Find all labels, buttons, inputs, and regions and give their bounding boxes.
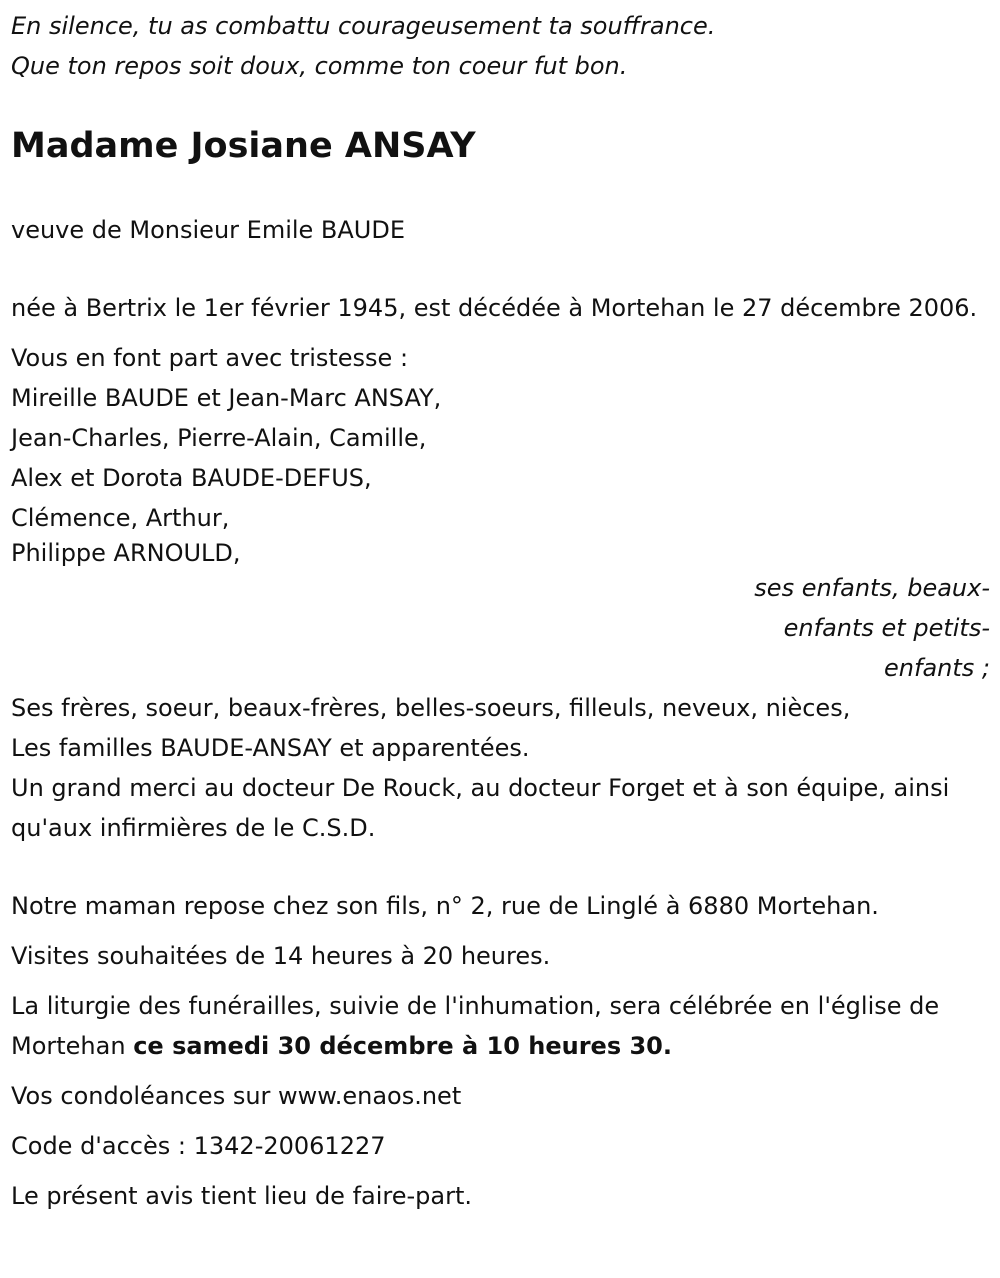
visits: Visites souhaitées de 14 heures à 20 heures.	[11, 942, 551, 970]
relation: ses enfants, beaux-enfants et petits-enfants ;	[754, 574, 990, 682]
widow-line: veuve de Monsieur Emile BAUDE	[11, 216, 406, 244]
others-line: Les familles BAUDE-ANSAY et apparentées.	[11, 734, 530, 762]
deceased-name: Madame Josiane ANSAY	[11, 126, 476, 166]
family-line: Mireille BAUDE et Jean-Marc ANSAY,	[11, 384, 442, 412]
access-code: Code d'accès : 1342-20061227	[11, 1132, 386, 1160]
family-line: Clémence, Arthur,	[11, 504, 230, 532]
rest-place: Notre maman repose chez son fils, n° 2, rue de Linglé à 6880 Mortehan.	[11, 892, 879, 920]
quote-line: Que ton repos soit doux, comme ton coeur fut bon.	[11, 52, 628, 80]
family-line: Alex et Dorota BAUDE-DEFUS,	[11, 464, 372, 492]
liturgy-date: ce samedi 30 décembre à 10 heures 30.	[133, 1032, 672, 1060]
closing: Le présent avis tient lieu de faire-part.	[11, 1182, 473, 1210]
birth-death: née à Bertrix le 1er février 1945, est décédée à Mortehan le 27 décembre 2006.	[11, 294, 978, 322]
family-line: Philippe ARNOULD,	[11, 539, 241, 567]
others-line: Ses frères, soeur, beaux-frères, belles-soeurs, filleuls, neveux, nièces,	[11, 694, 851, 722]
quote-line: En silence, tu as combattu courageusement ta souffrance.	[11, 12, 716, 40]
liturgy	[11, 986, 990, 1066]
others-line: Un grand merci au docteur De Rouck, au docteur Forget et à son équipe, ainsi qu'aux infirmières de le C.S.D.	[11, 774, 950, 842]
family-line: Jean-Charles, Pierre-Alain, Camille,	[11, 424, 427, 452]
condolences: Vos condoléances sur www.enaos.net	[11, 1082, 462, 1110]
liturgy-text: La liturgie des funérailles, suivie de l'inhumation, sera célébrée en l'église de Mortehan	[11, 992, 940, 1060]
announce: Vous en font part avec tristesse :	[11, 344, 409, 372]
